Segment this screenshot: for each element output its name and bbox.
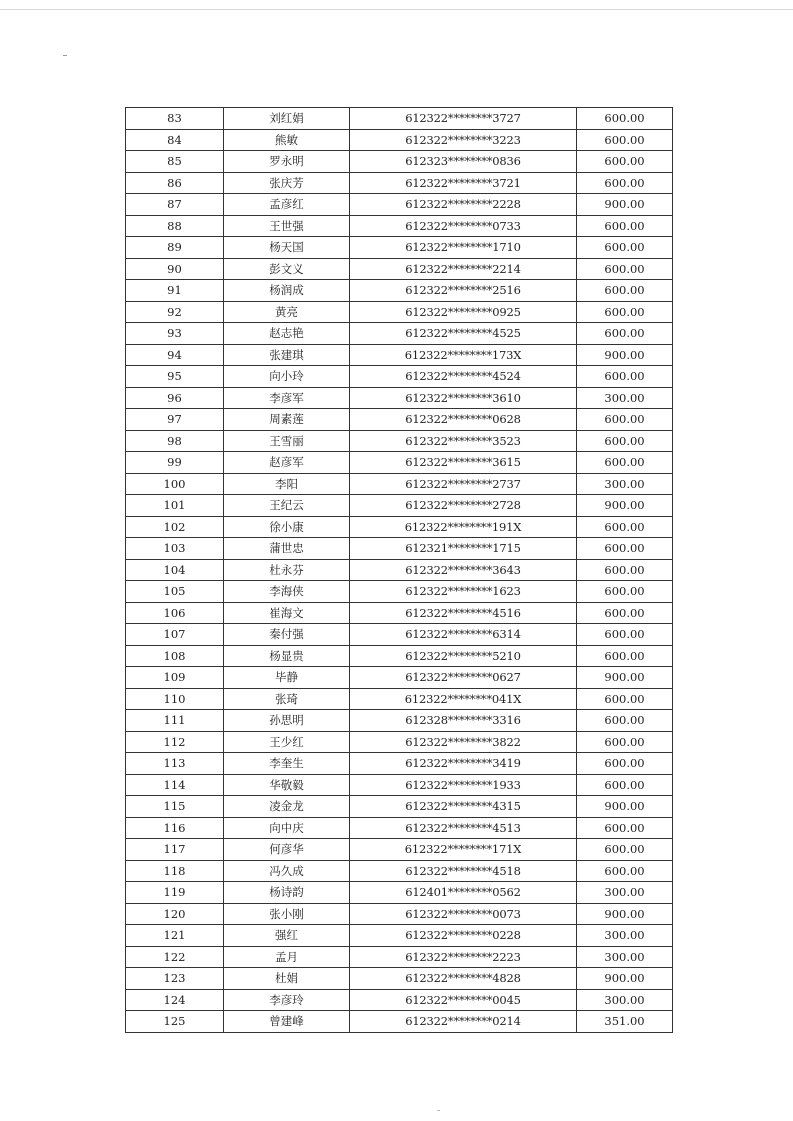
name-cell: 张庆芳 — [224, 172, 350, 194]
row-number-cell: 96 — [126, 387, 224, 409]
row-number-cell: 122 — [126, 946, 224, 968]
amount-cell: 600.00 — [577, 452, 673, 474]
id-number-cell: 612322********2516 — [350, 280, 577, 302]
roster-table-body — [126, 108, 673, 1033]
amount-cell: 600.00 — [577, 538, 673, 560]
id-number-cell: 612322********2737 — [350, 473, 577, 495]
row-number-cell: 117 — [126, 839, 224, 861]
row-number-cell: 101 — [126, 495, 224, 517]
name-cell: 张琦 — [224, 688, 350, 710]
name-cell: 李阳 — [224, 473, 350, 495]
id-number-cell: 612322********171X — [350, 839, 577, 861]
amount-cell: 600.00 — [577, 151, 673, 173]
roster-table — [125, 107, 673, 1033]
id-number-cell: 612322********0045 — [350, 989, 577, 1011]
row-number-cell: 116 — [126, 817, 224, 839]
amount-cell: 600.00 — [577, 430, 673, 452]
name-cell: 罗永明 — [224, 151, 350, 173]
row-number-cell: 110 — [126, 688, 224, 710]
id-number-cell: 612322********4518 — [350, 860, 577, 882]
table-row — [126, 602, 673, 624]
row-number-cell: 88 — [126, 215, 224, 237]
table-row — [126, 323, 673, 345]
table-row — [126, 538, 673, 560]
id-number-cell: 612322********3822 — [350, 731, 577, 753]
name-cell: 黄亮 — [224, 301, 350, 323]
name-cell: 杜娟 — [224, 968, 350, 990]
table-row — [126, 258, 673, 280]
amount-cell: 300.00 — [577, 882, 673, 904]
row-number-cell: 114 — [126, 774, 224, 796]
name-cell: 凌金龙 — [224, 796, 350, 818]
table-row — [126, 989, 673, 1011]
id-number-cell: 612322********3223 — [350, 129, 577, 151]
name-cell: 李彦军 — [224, 387, 350, 409]
row-number-cell: 113 — [126, 753, 224, 775]
row-number-cell: 119 — [126, 882, 224, 904]
id-number-cell: 612322********2223 — [350, 946, 577, 968]
table-row — [126, 172, 673, 194]
id-number-cell: 612322********0214 — [350, 1011, 577, 1033]
table-row — [126, 194, 673, 216]
id-number-cell: 612321********1715 — [350, 538, 577, 560]
row-number-cell: 86 — [126, 172, 224, 194]
row-number-cell: 112 — [126, 731, 224, 753]
table-row — [126, 280, 673, 302]
table-row — [126, 237, 673, 259]
table-row — [126, 624, 673, 646]
id-number-cell: 612322********4513 — [350, 817, 577, 839]
id-number-cell: 612322********4516 — [350, 602, 577, 624]
row-number-cell: 93 — [126, 323, 224, 345]
name-cell: 向中庆 — [224, 817, 350, 839]
table-row — [126, 473, 673, 495]
table-row — [126, 151, 673, 173]
id-number-cell: 612322********3643 — [350, 559, 577, 581]
name-cell: 孟月 — [224, 946, 350, 968]
id-number-cell: 612322********2228 — [350, 194, 577, 216]
name-cell: 张建琪 — [224, 344, 350, 366]
name-cell: 曾建峰 — [224, 1011, 350, 1033]
row-number-cell: 89 — [126, 237, 224, 259]
name-cell: 蒲世忠 — [224, 538, 350, 560]
amount-cell: 351.00 — [577, 1011, 673, 1033]
row-number-cell: 124 — [126, 989, 224, 1011]
row-number-cell: 103 — [126, 538, 224, 560]
amount-cell: 900.00 — [577, 194, 673, 216]
id-number-cell: 612322********4525 — [350, 323, 577, 345]
name-cell: 熊敏 — [224, 129, 350, 151]
name-cell: 杨天国 — [224, 237, 350, 259]
name-cell: 赵彦军 — [224, 452, 350, 474]
amount-cell: 600.00 — [577, 753, 673, 775]
row-number-cell: 94 — [126, 344, 224, 366]
id-number-cell: 612322********0073 — [350, 903, 577, 925]
table-row — [126, 301, 673, 323]
table-row — [126, 882, 673, 904]
name-cell: 杜永芬 — [224, 559, 350, 581]
table-row — [126, 796, 673, 818]
name-cell: 冯久成 — [224, 860, 350, 882]
table-row — [126, 645, 673, 667]
id-number-cell: 612401********0562 — [350, 882, 577, 904]
row-number-cell: 91 — [126, 280, 224, 302]
id-number-cell: 612322********1710 — [350, 237, 577, 259]
table-row — [126, 452, 673, 474]
table-row — [126, 946, 673, 968]
name-cell: 彭文义 — [224, 258, 350, 280]
id-number-cell: 612322********191X — [350, 516, 577, 538]
row-number-cell: 99 — [126, 452, 224, 474]
amount-cell: 300.00 — [577, 989, 673, 1011]
name-cell: 周素莲 — [224, 409, 350, 431]
amount-cell: 900.00 — [577, 344, 673, 366]
name-cell: 徐小康 — [224, 516, 350, 538]
name-cell: 向小玲 — [224, 366, 350, 388]
row-number-cell: 120 — [126, 903, 224, 925]
row-number-cell: 92 — [126, 301, 224, 323]
row-number-cell: 100 — [126, 473, 224, 495]
name-cell: 孟彦红 — [224, 194, 350, 216]
name-cell: 何彦华 — [224, 839, 350, 861]
name-cell: 崔海文 — [224, 602, 350, 624]
table-row — [126, 1011, 673, 1033]
id-number-cell: 612322********1623 — [350, 581, 577, 603]
name-cell: 张小刚 — [224, 903, 350, 925]
table-row — [126, 108, 673, 130]
table-row — [126, 710, 673, 732]
row-number-cell: 107 — [126, 624, 224, 646]
row-number-cell: 109 — [126, 667, 224, 689]
amount-cell: 600.00 — [577, 710, 673, 732]
id-number-cell: 612322********4828 — [350, 968, 577, 990]
id-number-cell: 612322********6314 — [350, 624, 577, 646]
id-number-cell: 612322********0925 — [350, 301, 577, 323]
row-number-cell: 84 — [126, 129, 224, 151]
row-number-cell: 104 — [126, 559, 224, 581]
name-cell: 杨润成 — [224, 280, 350, 302]
amount-cell: 600.00 — [577, 237, 673, 259]
table-row — [126, 968, 673, 990]
id-number-cell: 612322********2728 — [350, 495, 577, 517]
row-number-cell: 105 — [126, 581, 224, 603]
page-top-rule — [0, 9, 793, 10]
amount-cell: 600.00 — [577, 280, 673, 302]
id-number-cell: 612322********173X — [350, 344, 577, 366]
table-row — [126, 366, 673, 388]
id-number-cell: 612322********2214 — [350, 258, 577, 280]
table-row — [126, 495, 673, 517]
row-number-cell: 87 — [126, 194, 224, 216]
amount-cell: 600.00 — [577, 817, 673, 839]
amount-cell: 300.00 — [577, 473, 673, 495]
id-number-cell: 612322********0733 — [350, 215, 577, 237]
row-number-cell: 125 — [126, 1011, 224, 1033]
scan-mark — [63, 55, 67, 56]
amount-cell: 600.00 — [577, 172, 673, 194]
name-cell: 赵志艳 — [224, 323, 350, 345]
table-row — [126, 409, 673, 431]
table-row — [126, 903, 673, 925]
amount-cell: 600.00 — [577, 323, 673, 345]
id-number-cell: 612322********4524 — [350, 366, 577, 388]
amount-cell: 600.00 — [577, 839, 673, 861]
table-row — [126, 581, 673, 603]
row-number-cell: 106 — [126, 602, 224, 624]
table-row — [126, 344, 673, 366]
name-cell: 王纪云 — [224, 495, 350, 517]
amount-cell: 600.00 — [577, 860, 673, 882]
name-cell: 王世强 — [224, 215, 350, 237]
amount-cell: 900.00 — [577, 796, 673, 818]
name-cell: 王少红 — [224, 731, 350, 753]
table-row — [126, 430, 673, 452]
amount-cell: 900.00 — [577, 667, 673, 689]
amount-cell: 900.00 — [577, 495, 673, 517]
row-number-cell: 115 — [126, 796, 224, 818]
row-number-cell: 90 — [126, 258, 224, 280]
amount-cell: 600.00 — [577, 215, 673, 237]
row-number-cell: 123 — [126, 968, 224, 990]
amount-cell: 600.00 — [577, 301, 673, 323]
table-row — [126, 387, 673, 409]
amount-cell: 600.00 — [577, 366, 673, 388]
row-number-cell: 111 — [126, 710, 224, 732]
row-number-cell: 118 — [126, 860, 224, 882]
amount-cell: 600.00 — [577, 688, 673, 710]
table-row — [126, 215, 673, 237]
table-row — [126, 688, 673, 710]
amount-cell: 600.00 — [577, 516, 673, 538]
id-number-cell: 612322********3727 — [350, 108, 577, 130]
amount-cell: 300.00 — [577, 946, 673, 968]
name-cell: 毕静 — [224, 667, 350, 689]
id-number-cell: 612322********0228 — [350, 925, 577, 947]
row-number-cell: 85 — [126, 151, 224, 173]
name-cell: 李奎生 — [224, 753, 350, 775]
amount-cell: 600.00 — [577, 258, 673, 280]
id-number-cell: 612322********3419 — [350, 753, 577, 775]
amount-cell: 300.00 — [577, 387, 673, 409]
id-number-cell: 612322********0628 — [350, 409, 577, 431]
id-number-cell: 612322********5210 — [350, 645, 577, 667]
id-number-cell: 612322********041X — [350, 688, 577, 710]
row-number-cell: 102 — [126, 516, 224, 538]
table-row — [126, 731, 673, 753]
name-cell: 杨显贵 — [224, 645, 350, 667]
name-cell: 刘红娟 — [224, 108, 350, 130]
row-number-cell: 95 — [126, 366, 224, 388]
id-number-cell: 612322********3523 — [350, 430, 577, 452]
table-row — [126, 925, 673, 947]
amount-cell: 600.00 — [577, 602, 673, 624]
name-cell: 李海侠 — [224, 581, 350, 603]
name-cell: 王雪丽 — [224, 430, 350, 452]
table-row — [126, 860, 673, 882]
amount-cell: 600.00 — [577, 624, 673, 646]
amount-cell: 600.00 — [577, 774, 673, 796]
amount-cell: 300.00 — [577, 925, 673, 947]
name-cell: 孙思明 — [224, 710, 350, 732]
id-number-cell: 612328********3316 — [350, 710, 577, 732]
table-row — [126, 753, 673, 775]
table-row — [126, 516, 673, 538]
table-row — [126, 839, 673, 861]
table-row — [126, 559, 673, 581]
scan-mark — [437, 1110, 440, 1111]
row-number-cell: 121 — [126, 925, 224, 947]
id-number-cell: 612322********3721 — [350, 172, 577, 194]
table-row — [126, 667, 673, 689]
amount-cell: 600.00 — [577, 731, 673, 753]
name-cell: 李彦玲 — [224, 989, 350, 1011]
row-number-cell: 98 — [126, 430, 224, 452]
amount-cell: 600.00 — [577, 409, 673, 431]
id-number-cell: 612322********3615 — [350, 452, 577, 474]
amount-cell: 900.00 — [577, 903, 673, 925]
amount-cell: 600.00 — [577, 559, 673, 581]
row-number-cell: 97 — [126, 409, 224, 431]
table-row — [126, 817, 673, 839]
name-cell: 华敬毅 — [224, 774, 350, 796]
table-row — [126, 129, 673, 151]
id-number-cell: 612322********4315 — [350, 796, 577, 818]
id-number-cell: 612323********0836 — [350, 151, 577, 173]
row-number-cell: 83 — [126, 108, 224, 130]
name-cell: 杨诗韵 — [224, 882, 350, 904]
id-number-cell: 612322********1933 — [350, 774, 577, 796]
row-number-cell: 108 — [126, 645, 224, 667]
name-cell: 秦付强 — [224, 624, 350, 646]
table-row — [126, 774, 673, 796]
id-number-cell: 612322********0627 — [350, 667, 577, 689]
amount-cell: 600.00 — [577, 645, 673, 667]
amount-cell: 900.00 — [577, 968, 673, 990]
id-number-cell: 612322********3610 — [350, 387, 577, 409]
name-cell: 强红 — [224, 925, 350, 947]
amount-cell: 600.00 — [577, 108, 673, 130]
amount-cell: 600.00 — [577, 581, 673, 603]
amount-cell: 600.00 — [577, 129, 673, 151]
